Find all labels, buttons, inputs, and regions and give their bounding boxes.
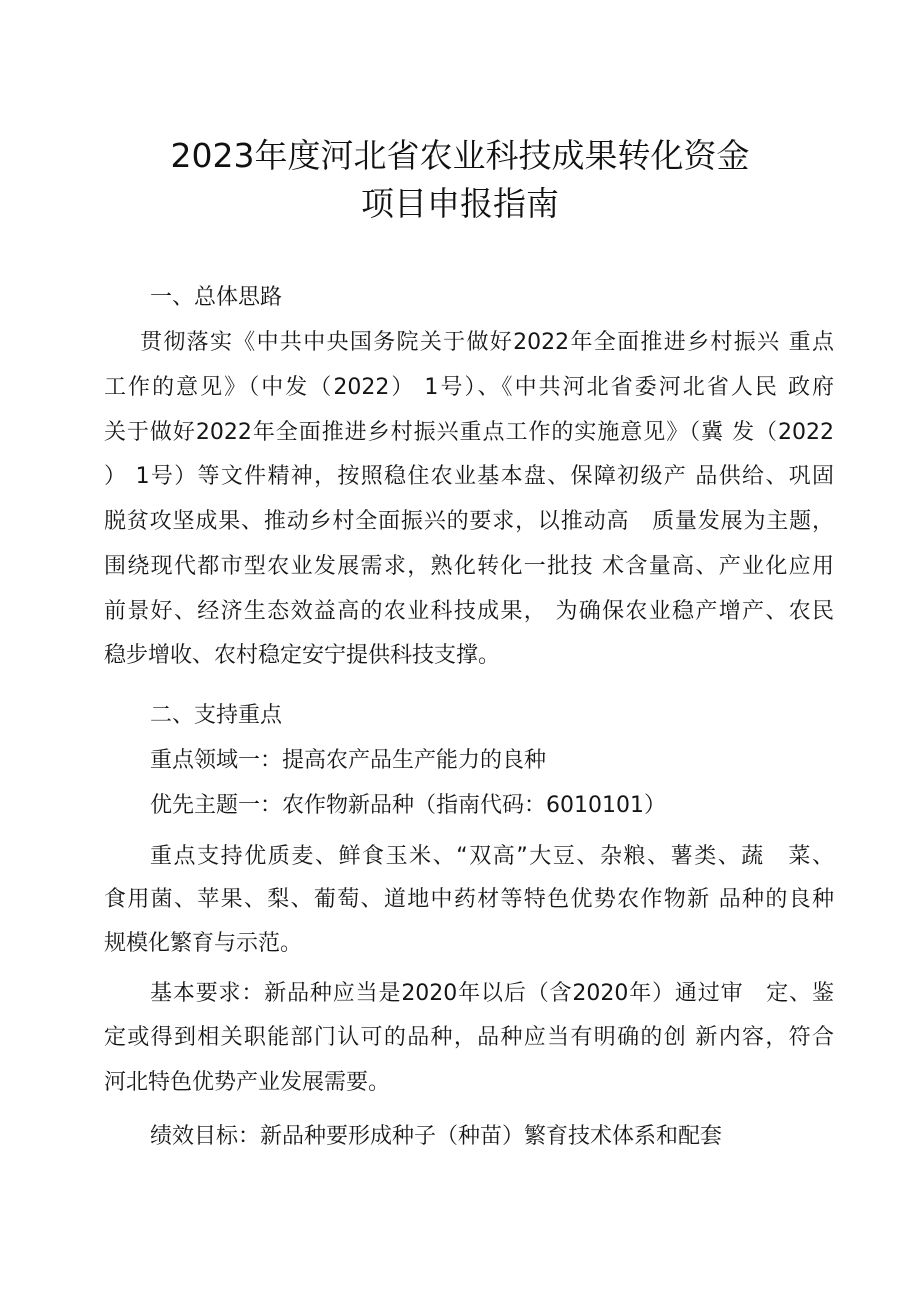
paragraph-1-line-8: 稳步增收、农村稳定安宁提供科技支撑。 [104, 643, 501, 668]
paragraph-4-line-1: 绩效目标：新品种要形成种子（种苗）繁育技术体系和配套 [150, 1124, 723, 1149]
paragraph-1-line-1: 贯彻落实《中共中央国务院关于做好2022年全面推进乡村振兴 重点 [140, 330, 834, 355]
paragraph-1-line-4: ） 1号）等文件精神，按照稳住农业基本盘、保障初级产 品供给、巩固 [104, 464, 834, 489]
section-heading-general-approach: 一、总体思路 [150, 285, 283, 310]
priority-topic-1: 优先主题一：农作物新品种（指南代码：6010101） [150, 793, 666, 818]
paragraph-2-line-2: 食用菌、苹果、梨、葡萄、道地中药材等特色优势农作物新 品种的良种 [104, 887, 834, 912]
paragraph-1-line-6: 围绕现代都市型农业发展需求，熟化转化一批技 术含量高、产业化应用 [104, 554, 834, 579]
paragraph-3-line-2: 定或得到相关职能部门认可的品种，品种应当有明确的创 新内容，符合 [104, 1025, 834, 1050]
document-title-line-2: 项目申报指南 [361, 184, 559, 223]
paragraph-2-line-3: 规模化繁育与示范。 [104, 931, 303, 956]
paragraph-2-line-1: 重点支持优质麦、鲜食玉米、“双高”大豆、杂粮、薯类、蔬 菜、 [150, 844, 834, 869]
paragraph-1-line-5: 脱贫攻坚成果、推动乡村全面振兴的要求，以推动高 质量发展为主题， [104, 509, 834, 534]
section-heading-support-focus: 二、支持重点 [150, 703, 283, 728]
paragraph-3-line-1: 基本要求：新品种应当是2020年以后（含2020年）通过审 定、鉴 [150, 981, 834, 1006]
focus-area-1: 重点领域一：提高农产品生产能力的良种 [150, 748, 547, 773]
paragraph-3-line-3: 河北特色优势产业发展需要。 [104, 1070, 391, 1095]
paragraph-1-line-3: 关于做好2022年全面推进乡村振兴重点工作的实施意见》（冀 发（2022 [104, 420, 834, 445]
document-title-line-1: 2023年度河北省农业科技成果转化资金 [170, 136, 750, 175]
paragraph-1-line-7: 前景好、经济生态效益高的农业科技成果， 为确保农业稳产增产、农民 [104, 599, 834, 624]
paragraph-1-line-2: 工作的意见》（中发（2022） 1号）、《中共河北省委河北省人民 政府 [104, 375, 834, 400]
